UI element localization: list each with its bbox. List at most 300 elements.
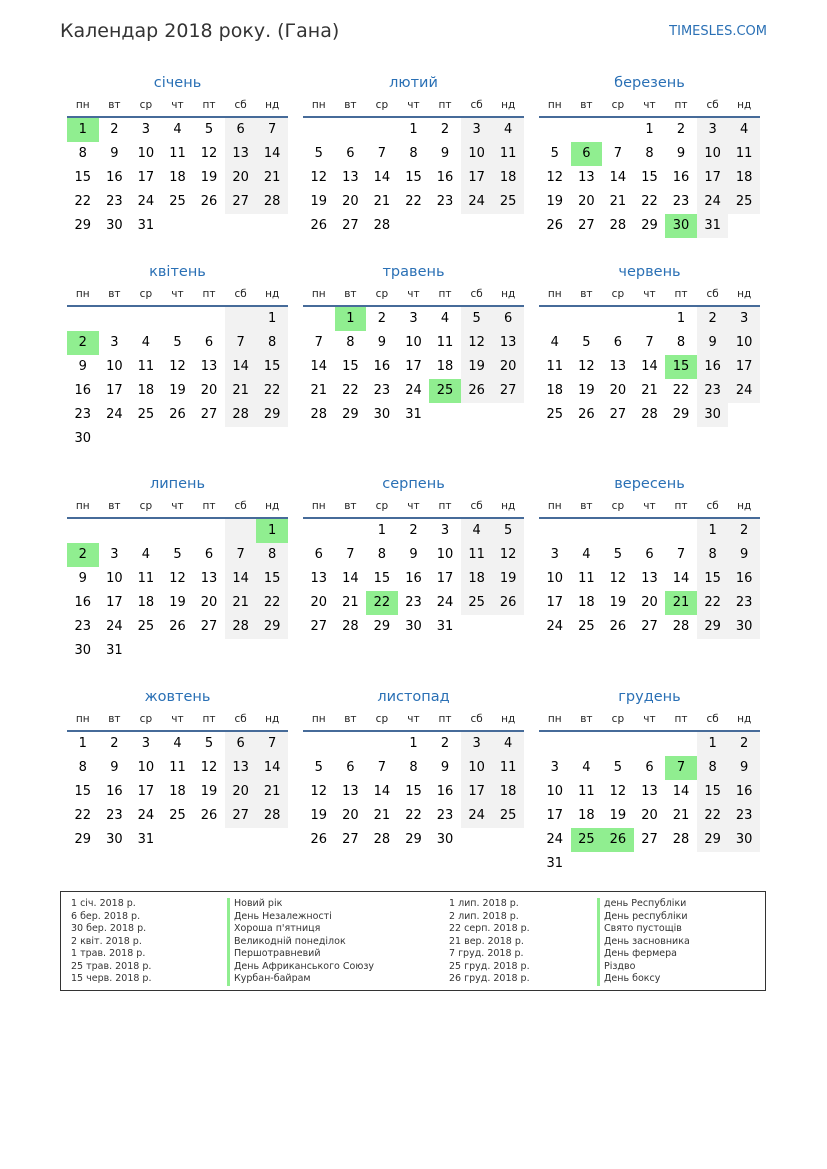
day-cell: 28 [672,832,690,847]
empty-cell [303,307,335,331]
day-cell: 14 [342,571,359,586]
day-cell: 11 [137,571,155,586]
day-cell: 4 [582,760,591,775]
day-cell: 12 [609,784,627,799]
day-cell: 21 [342,595,359,610]
day-cell: 21 [310,383,328,398]
day-cell: 22 [672,383,690,398]
empty-cell [539,732,571,756]
weekday-label: пт [674,99,688,111]
day-cell: 26 [310,218,328,233]
holiday-date: 30 бер. 2018 р. [71,923,147,934]
empty-cell [665,519,697,543]
day-cell: 9 [409,547,418,562]
holiday-name: День Незалежності [227,911,374,924]
weekday-label: пт [202,288,216,300]
day-cell: 29 [697,828,729,852]
day-cell: 14 [310,359,328,374]
day-cell: 19 [609,595,627,610]
weekday-label: сб [470,500,483,512]
empty-cell [99,307,131,331]
day-cell: 28 [225,615,257,639]
empty-cell [193,427,225,451]
day-cell: 22 [256,379,288,403]
day-cell: 21 [641,383,658,398]
day-cell: 30 [728,615,760,639]
day-cell: 18 [492,780,524,804]
day-cell: 26 [578,407,595,422]
day-cell: 20 [310,595,328,610]
day-cell: 20 [641,595,658,610]
month-name: липень [149,476,206,492]
day-cell: 8 [346,335,355,350]
day-cell: 2 [110,736,119,751]
weekday-label: ср [139,713,153,725]
empty-cell [697,852,729,876]
weekday-label: пт [674,288,688,300]
day-cell: 30 [728,828,760,852]
month-6 [539,261,760,427]
day-cell: 22 [74,808,92,823]
day-cell: 19 [461,355,493,379]
day-grid [303,732,524,852]
day-cell: 2 [409,523,418,538]
day-cell: 18 [169,784,186,799]
day-cell: 1 [256,307,288,331]
day-cell: 16 [106,170,123,185]
holiday-name: Курбан-байрам [227,973,374,986]
day-cell: 10 [728,331,760,355]
day-cell: 6 [492,307,524,331]
day-cell: 16 [697,355,729,379]
site-link[interactable]: TIMESLES.COM [669,24,767,39]
day-cell: 21 [225,591,257,615]
holiday-date: 6 бер. 2018 р. [71,910,141,922]
day-cell: 28 [373,832,391,847]
day-cell: 2 [440,122,450,137]
empty-cell [602,852,634,876]
day-cell: 12 [310,784,328,799]
day-cell: 5 [173,547,182,562]
day-cell: 1 [409,122,418,137]
day-cell: 17 [137,784,155,799]
empty-cell [571,118,603,142]
holiday-name: День засновника [597,936,690,949]
day-cell: 21 [609,194,627,209]
day-cell: 11 [578,571,595,586]
day-cell: 9 [440,146,450,161]
day-cell: 5 [461,307,493,331]
day-cell: 16 [672,170,690,185]
weekday-header [67,708,288,732]
day-cell: 28 [609,218,627,233]
day-cell: 14 [373,170,391,185]
day-cell: 10 [461,142,493,166]
day-cell: 13 [609,359,627,374]
day-cell: 13 [641,784,658,799]
day-cell: 3 [550,760,559,775]
month-name: квітень [149,264,206,280]
day-cell: 11 [461,543,493,567]
weekday-label: чт [407,99,420,111]
weekday-label: ср [611,288,625,300]
day-cell: 10 [436,547,454,562]
weekday-label: чт [171,500,184,512]
weekday-header [303,495,524,519]
day-cell: 13 [342,784,359,799]
day-cell: 27 [225,190,257,214]
empty-cell [602,519,634,543]
empty-cell [539,118,571,142]
day-cell: 30 [74,431,92,446]
holiday-list [60,891,766,991]
weekday-label: ср [139,288,153,300]
weekday-label: чт [171,99,184,111]
weekday-label: пн [547,288,562,300]
day-cell: 29 [256,615,288,639]
weekday-header [303,708,524,732]
day-cell: 21 [672,808,690,823]
day-cell: 21 [373,194,391,209]
day-cell: 10 [546,571,564,586]
day-cell: 28 [256,190,288,214]
weekday-label: пн [75,288,90,300]
day-grid [539,519,760,639]
day-cell: 14 [256,756,288,780]
empty-cell [461,214,493,238]
day-cell: 4 [173,736,182,751]
day-cell: 17 [106,383,123,398]
weekday-label: вт [580,288,593,300]
day-cell: 1 [645,122,654,137]
holiday-name: Першотравневий [227,948,374,961]
holiday-date: 25 трав. 2018 р. [71,960,152,972]
month-8 [303,473,524,639]
day-cell: 11 [436,335,454,350]
day-cell: 17 [436,571,454,586]
month-name: березень [614,75,685,91]
empty-cell [256,214,288,238]
day-cell: 16 [436,784,454,799]
day-cell: 9 [110,760,119,775]
day-cell: 12 [310,170,328,185]
weekday-label: ср [611,99,625,111]
weekday-label: ср [611,713,625,725]
day-cell: 17 [697,166,729,190]
day-cell: 24 [106,407,123,422]
weekday-header [539,94,760,118]
month-12 [539,686,760,876]
empty-cell [728,852,760,876]
day-cell: 8 [377,547,387,562]
day-cell: 31 [137,218,155,233]
empty-cell [99,427,131,451]
empty-cell [162,828,194,852]
day-cell: 16 [74,383,92,398]
empty-cell [162,519,194,543]
day-cell: 10 [405,335,422,350]
weekday-label: ср [375,713,389,725]
weekday-label: чт [171,288,184,300]
weekday-label: сб [706,500,719,512]
holiday-name: День боксу [597,973,690,986]
empty-cell [492,615,524,639]
day-cell: 27 [641,832,658,847]
day-cell: 28 [342,619,359,634]
month-2 [303,72,524,238]
day-cell: 16 [373,359,391,374]
day-cell: 20 [641,808,658,823]
day-cell: 14 [672,784,690,799]
day-cell: 11 [492,142,524,166]
day-cell: 24 [436,595,454,610]
day-cell: 9 [78,571,87,586]
weekday-header [67,283,288,307]
day-cell: 29 [641,218,658,233]
day-cell: 22 [256,591,288,615]
day-cell: 20 [578,194,595,209]
empty-cell [461,828,493,852]
holiday-date: 1 лип. 2018 р. [449,898,519,909]
weekday-label: вт [344,713,357,725]
day-cell: 20 [200,383,218,398]
day-cell: 12 [200,146,218,161]
day-cell: 6 [346,760,355,775]
day-cell: 20 [225,166,257,190]
holiday-name: Різдво [597,961,690,974]
day-cell: 30 [373,407,391,422]
weekday-label: ср [139,99,153,111]
day-cell: 11 [546,359,564,374]
day-cell: 1 [78,736,87,751]
day-cell: 24 [137,194,155,209]
day-cell: 19 [169,595,186,610]
empty-cell [461,403,493,427]
empty-cell [461,615,493,639]
day-cell: 1 [676,311,686,326]
day-cell: 14 [641,359,658,374]
month-name: червень [618,264,681,280]
weekday-label: вт [344,99,357,111]
weekday-header [303,94,524,118]
day-cell: 3 [141,122,151,137]
weekday-label: пн [311,500,326,512]
empty-cell [728,403,760,427]
day-cell: 25 [546,407,564,422]
day-cell: 22 [405,194,422,209]
day-cell: 18 [169,170,186,185]
day-cell: 5 [173,335,182,350]
day-cell: 8 [256,543,288,567]
holiday-names-left [227,898,374,986]
month-9 [539,473,760,639]
weekday-label: сб [234,288,247,300]
day-cell: 4 [492,732,524,756]
holiday-dates-left [71,898,151,986]
day-cell: 25 [137,619,155,634]
weekday-label: сб [706,99,719,111]
day-cell: 12 [578,359,595,374]
empty-cell [225,828,257,852]
empty-cell [130,427,162,451]
empty-cell [130,307,162,331]
day-cell: 7 [225,543,257,567]
day-cell: 22 [697,591,729,615]
day-cell: 13 [310,571,328,586]
day-cell: 23 [373,383,391,398]
month-name: січень [153,75,202,91]
day-cell: 12 [609,571,627,586]
month-name: лютий [389,75,438,91]
day-cell: 24 [405,383,422,398]
day-cell: 27 [342,832,359,847]
day-cell: 23 [436,194,454,209]
empty-cell [602,732,634,756]
day-cell: 11 [728,142,760,166]
day-cell: 19 [310,194,328,209]
day-cell: 6 [204,547,214,562]
day-cell: 16 [728,780,760,804]
day-cell: 16 [106,784,123,799]
empty-cell [256,639,288,663]
day-cell: 22 [74,194,92,209]
day-cell: 10 [106,571,123,586]
day-cell: 7 [645,335,654,350]
day-cell: 15 [697,567,729,591]
day-cell: 13 [200,359,218,374]
weekday-label: чт [171,713,184,725]
weekday-label: чт [643,99,656,111]
weekday-label: ср [375,500,389,512]
day-cell: 10 [106,359,123,374]
day-cell: 27 [225,804,257,828]
day-cell: 19 [492,567,524,591]
empty-cell [335,519,367,543]
day-cell: 25 [169,808,186,823]
empty-cell [492,403,524,427]
day-cell: 16 [74,595,92,610]
holiday-name: День Африканського Союзу [227,961,374,974]
day-cell: 1 [409,736,418,751]
day-cell: 3 [440,523,450,538]
day-cell: 18 [578,595,595,610]
weekday-label: пт [674,500,688,512]
day-cell: 10 [546,784,564,799]
day-cell: 19 [200,170,218,185]
weekday-label: чт [407,500,420,512]
weekday-label: вт [580,713,593,725]
day-cell: 27 [492,379,524,403]
day-cell: 8 [697,756,729,780]
weekday-label: вт [108,99,121,111]
day-cell: 4 [582,547,591,562]
holiday-date: 22 серп. 2018 р. [449,923,530,934]
day-cell: 23 [405,595,422,610]
day-cell: 18 [461,567,493,591]
day-cell: 30 [665,214,697,238]
day-cell: 1 [377,523,387,538]
weekday-label: нд [501,500,516,512]
day-cell: 6 [645,547,654,562]
weekday-label: пн [311,288,326,300]
weekday-label: пн [547,99,562,111]
day-cell: 29 [74,832,92,847]
weekday-label: пт [202,99,216,111]
weekday-label: пт [438,288,452,300]
holiday-names-right [597,898,690,986]
weekday-label: нд [501,99,516,111]
day-cell: 20 [609,383,627,398]
weekday-header [539,708,760,732]
day-cell: 7 [225,331,257,355]
holiday-date: 1 січ. 2018 р. [71,898,136,909]
empty-cell [193,307,225,331]
day-cell: 10 [697,142,729,166]
empty-cell [256,427,288,451]
empty-cell [225,639,257,663]
day-cell: 30 [106,832,123,847]
empty-cell [602,118,634,142]
day-cell: 24 [697,190,729,214]
day-cell: 19 [546,194,564,209]
day-cell: 7 [676,547,686,562]
holiday-name: Хороша п'ятниця [227,923,374,936]
weekday-label: сб [470,288,483,300]
day-cell: 2 [377,311,387,326]
empty-cell [571,852,603,876]
weekday-label: чт [643,288,656,300]
empty-cell [162,639,194,663]
day-cell: 1 [67,118,99,142]
empty-cell [130,519,162,543]
empty-cell [602,307,634,331]
day-cell: 28 [310,407,328,422]
day-cell: 28 [672,619,690,634]
day-cell: 26 [310,832,328,847]
day-cell: 13 [225,756,257,780]
weekday-label: сб [234,500,247,512]
empty-cell [256,828,288,852]
day-cell: 24 [461,804,493,828]
day-cell: 4 [461,519,493,543]
day-cell: 23 [106,194,123,209]
weekday-label: пн [311,713,326,725]
day-cell: 6 [346,146,355,161]
day-cell: 2 [440,736,450,751]
day-cell: 15 [373,571,391,586]
day-cell: 19 [310,808,328,823]
day-cell: 28 [225,403,257,427]
day-cell: 3 [728,307,760,331]
day-cell: 21 [373,808,391,823]
day-cell: 16 [405,571,422,586]
day-cell: 21 [256,166,288,190]
day-grid [303,307,524,427]
weekday-header [67,94,288,118]
day-cell: 5 [613,547,623,562]
weekday-label: сб [234,99,247,111]
day-cell: 12 [169,359,186,374]
day-cell: 18 [492,166,524,190]
holiday-name: Новий рік [227,898,374,911]
holiday-date: 15 черв. 2018 р. [71,973,152,984]
weekday-label: нд [737,288,752,300]
weekday-label: сб [706,713,719,725]
day-cell: 26 [200,808,218,823]
day-cell: 4 [440,311,450,326]
day-grid [539,118,760,238]
empty-cell [130,639,162,663]
